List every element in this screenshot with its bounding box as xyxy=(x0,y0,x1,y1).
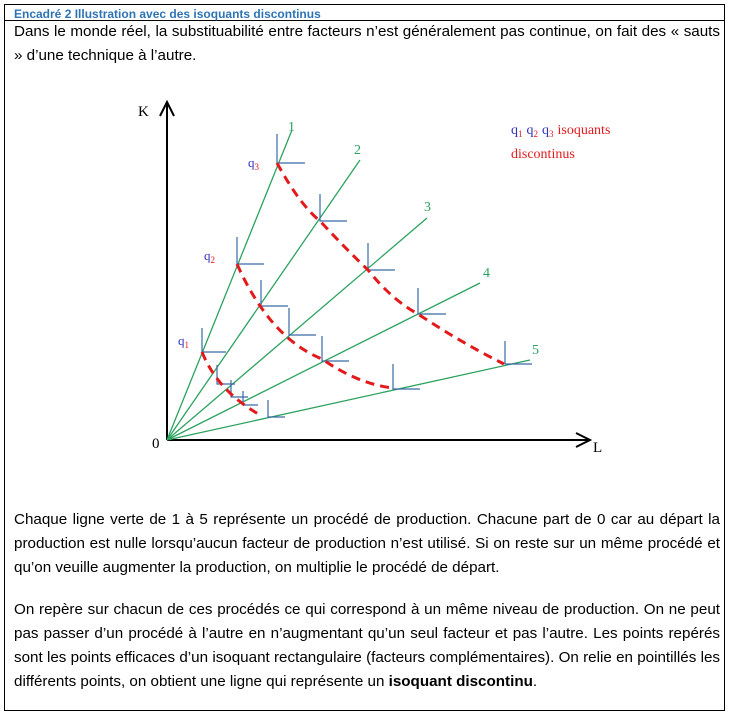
isoquant-label-q2: $q_2$ xyxy=(204,248,215,265)
process-ray-5 xyxy=(167,360,530,440)
corner xyxy=(289,308,316,335)
process-label-3: 3 xyxy=(424,200,431,215)
process-rays xyxy=(167,130,530,440)
isoquant-q3 xyxy=(277,163,504,364)
corner xyxy=(277,134,305,163)
legend-line-1: $q_1$ $q_2$ $q_3$ isoquants xyxy=(511,123,610,139)
process-label-2: 2 xyxy=(354,143,361,158)
legend-line-2: discontinus xyxy=(511,147,575,162)
corner xyxy=(418,288,446,314)
x-axis-label: L xyxy=(593,440,603,456)
isoquant-labels xyxy=(178,155,260,350)
body-paragraph-processes: Chaque ligne verte de 1 à 5 représente un procédé de production. Chacune part de 0 car au départ la production est nulle lorsqu’aucun facteur de production n’est utilisé. Si on reste sur un même procédé et qu’on veuille augmenter la production, on multiplie le procédé de départ. xyxy=(14,511,720,576)
process-label-4: 4 xyxy=(483,266,490,281)
diagram-legend xyxy=(511,123,610,162)
box-header xyxy=(4,4,725,21)
corner xyxy=(322,336,349,361)
process-labels xyxy=(288,120,539,358)
intro-paragraph: Dans le monde réel, la substituabilité entre facteurs n’est généralement pas continue, on fait des « sauts » d’une technique à l’autre. xyxy=(14,23,720,64)
isoquant-curves xyxy=(202,163,504,416)
body-paragraph-isoquant: On repère sur chacun de ces procédés ce qui correspond à un même niveau de production. On ne peut pas passer d’un procédé à l’autre en n’augmentant qu’un seul facteur et pas l’autre. Les points repérés sont les points efficaces d’un isoquant rectangulaire (facteurs complémentaires). On relie en pointillés les différents points, on obtient une ligne qui représente un isoquant discontinu. xyxy=(14,601,720,690)
y-axis-label: K xyxy=(138,104,149,120)
isoquant-diagram xyxy=(130,90,610,460)
isoquant-label-q1: $q_1$ xyxy=(178,333,189,350)
process-label-1: 1 xyxy=(288,120,295,135)
process-label-5: 5 xyxy=(532,343,539,358)
corner xyxy=(237,237,264,264)
highlight-isoquant-discontinu: isoquant discontinu xyxy=(388,673,533,690)
corner xyxy=(202,328,226,352)
origin-label: 0 xyxy=(152,436,160,452)
isoquant-label-q3: $q_3$ xyxy=(248,155,259,172)
box-title: Encadré 2 Illustration avec des isoquants discontinus xyxy=(14,7,321,21)
